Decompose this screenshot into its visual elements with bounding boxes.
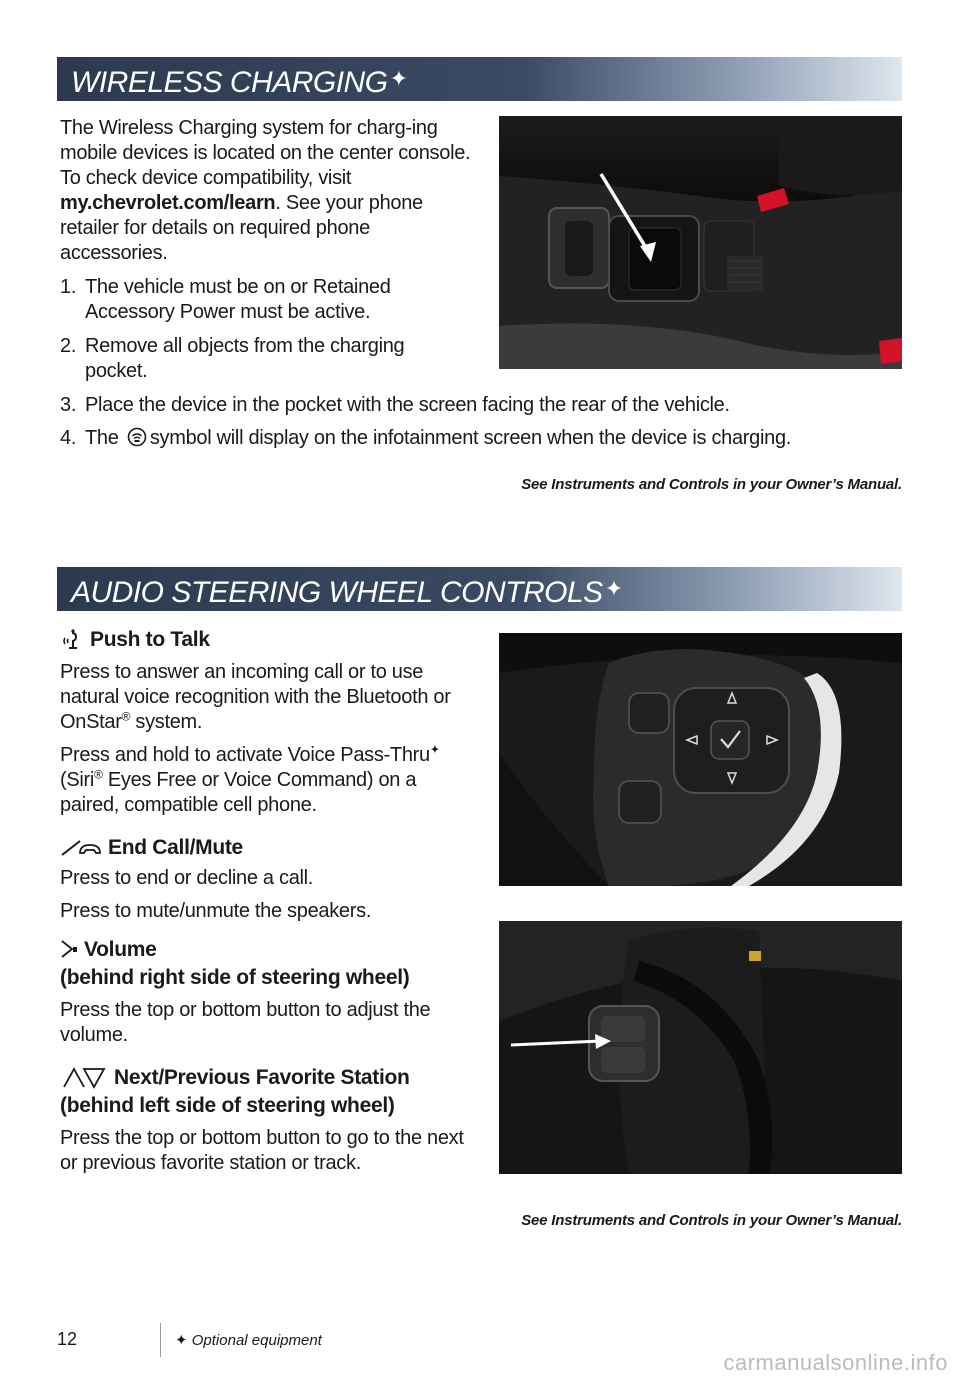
volume-section [60, 938, 480, 1048]
push-to-talk-text-1: Press to answer an incoming call or to use natural voice recognition with the Bluetooth or OnStar® system. [60, 661, 451, 734]
next-previous-text: Press the top or bottom button to go to the next or previous favorite station or track. [60, 1127, 464, 1175]
step-number: 4. [60, 427, 77, 449]
step-text-end: symbol will display on the infotainment screen when the device is charging. [149, 427, 792, 449]
step-4 [60, 426, 885, 451]
end-call-heading [60, 836, 480, 860]
volume-heading [60, 938, 480, 962]
volume-icon [60, 939, 78, 961]
step-text: The [85, 427, 119, 449]
step-text: The vehicle must be on or Retained Accessory Power must be active. [85, 276, 391, 323]
step-number: 2. [60, 335, 77, 357]
push-to-talk-heading [60, 628, 480, 652]
optional-equipment-note [175, 1331, 322, 1349]
push-to-talk-text-2: Press and hold to activate Voice Pass-Thru✦ (Siri® Eyes Free or Voice Command) on a paired, compatible cell phone. [60, 742, 440, 817]
volume-location: (behind right side of steering wheel) [60, 966, 410, 989]
wireless-charging-banner [57, 57, 902, 101]
step-1 [60, 275, 465, 325]
step-text: Remove all objects from the charging pocket. [85, 335, 405, 382]
chevrolet-link[interactable]: my.chevrolet.com/learn [60, 192, 276, 214]
wireless-intro [60, 116, 480, 266]
push-to-talk-icon [60, 628, 84, 652]
watermark: carmanualsonline.info [723, 1350, 948, 1375]
intro-text-end: . See your phone retailer for details on required phone accessories. [60, 192, 423, 264]
next-previous-label: Next/Previous Favorite Station [114, 1066, 410, 1089]
push-to-talk-label: Push to Talk [90, 628, 210, 651]
step-3 [60, 393, 885, 418]
steering-wheel-buttons-photo [499, 633, 902, 886]
optional-star-icon: ✦ [604, 576, 623, 601]
intro-text: The Wireless Charging system for charg-ing mobile devices is located on the center console. To check device compatibility, visit [60, 117, 471, 189]
optional-star-icon: ✦ [175, 1332, 188, 1349]
optional-equipment-label: Optional equipment [191, 1332, 322, 1349]
end-call-text-2: Press to mute/unmute the speakers. [60, 900, 372, 922]
see-manual-note: See Instruments and Controls in your Owner’s Manual. [521, 476, 902, 493]
footer-divider [160, 1323, 161, 1357]
steering-wheel-back-photo [499, 921, 902, 1174]
push-to-talk-section [60, 628, 480, 818]
volume-label: Volume [84, 938, 157, 961]
step-number: 1. [60, 276, 77, 298]
center-console-photo [499, 116, 902, 369]
wireless-charging-icon [127, 427, 147, 447]
end-call-section [60, 836, 480, 924]
step-text: Place the device in the pocket with the screen facing the rear of the vehicle. [85, 394, 730, 416]
next-previous-section [60, 1066, 480, 1176]
optional-star-icon: ✦ [389, 66, 408, 91]
step-2 [60, 334, 465, 384]
end-call-label: End Call/Mute [108, 836, 243, 859]
volume-text: Press the top or bottom button to adjust the volume. [60, 999, 431, 1046]
end-call-icon [60, 838, 102, 858]
wireless-charging-title: WIRELESS CHARGING [71, 66, 388, 99]
step-number: 3. [60, 394, 77, 416]
next-previous-location: (behind left side of steering wheel) [60, 1094, 395, 1118]
end-call-text-1: Press to end or decline a call. [60, 867, 314, 889]
audio-controls-title: AUDIO STEERING WHEEL CONTROLS [71, 576, 603, 609]
next-previous-heading [60, 1066, 480, 1090]
page-number: 12 [57, 1329, 78, 1349]
see-manual-note-2: See Instruments and Controls in your Owner’s Manual. [521, 1212, 902, 1229]
next-previous-icon [60, 1066, 108, 1090]
audio-controls-banner [57, 567, 902, 611]
